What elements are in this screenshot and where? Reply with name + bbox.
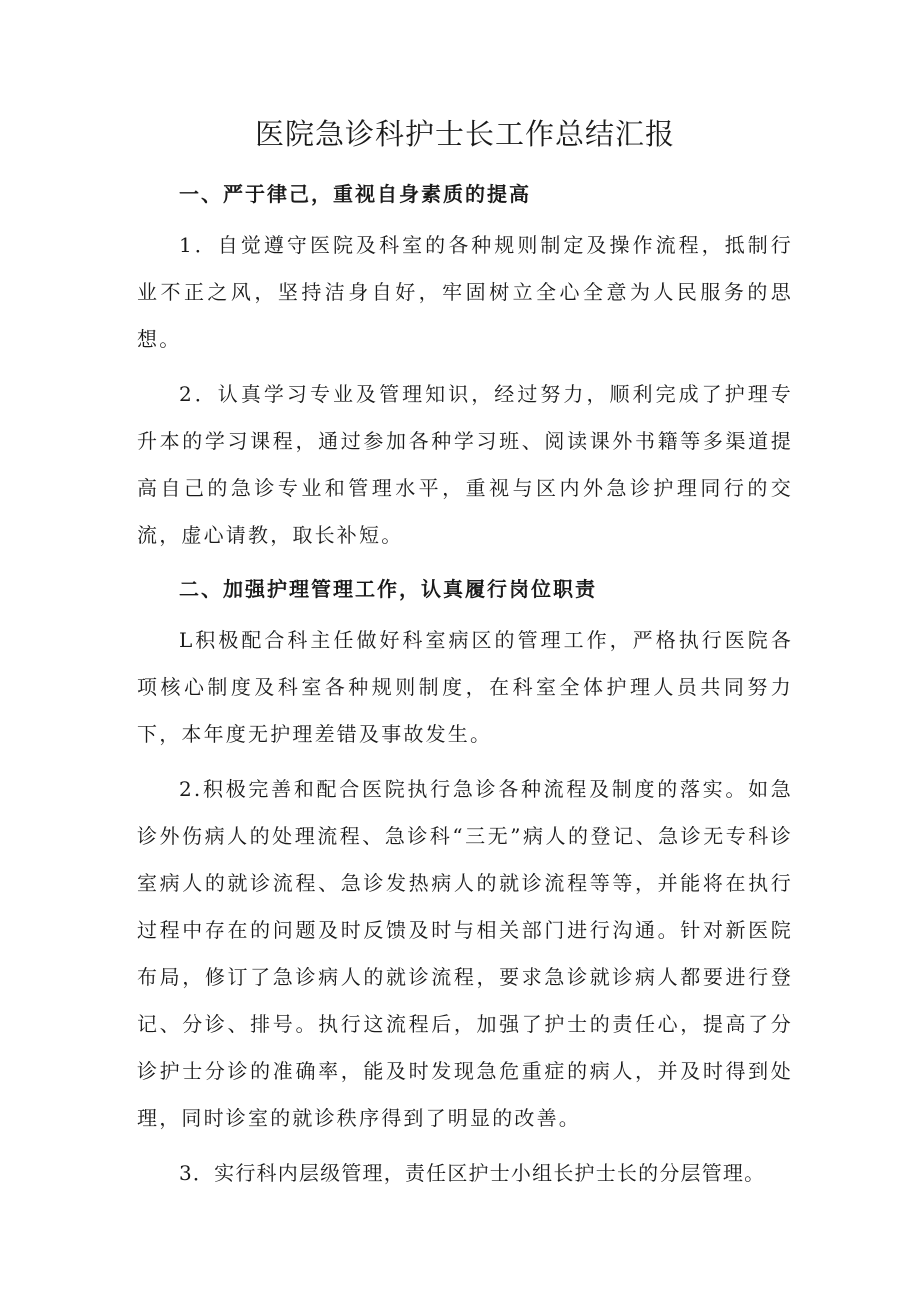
document-page	[137, 110, 793, 1205]
paragraph-1-1: 1．自觉遵守医院及科室的各种规则制定及操作流程，抵制行业不正之风，坚持洁身自好，牢固树立全心全意为人民服务的思想。	[137, 233, 793, 351]
section-heading-1: 一、严于律己，重视自身素质的提高	[179, 182, 531, 206]
paragraph-2-1: L积极配合科主任做好科室病区的管理工作，严格执行医院各项核心制度及科室各种规则制度，在科室全体护理人员共同努力下，本年度无护理差错及事故发生。	[137, 628, 793, 746]
paragraph-2-2: 2.积极完善和配合医院执行急诊各种流程及制度的落实。如急诊外伤病人的处理流程、急诊科“三无”病人的登记、急诊无专科诊室病人的就诊流程、急诊发热病人的就诊流程等等，并能将在执行过程中存在的问题及时反馈及时与相关部门进行沟通。针对新医院布局，修订了急诊病人的就诊流程，要求急诊就诊病人都要进行登记、分诊、排号。执行这流程后，加强了护士的责任心，提高了分诊护士分诊的准确率，能及时发现急危重症的病人，并及时得到处理，同时诊室的就诊秩序得到了明显的改善。	[137, 777, 793, 1130]
document-title: 医院急诊科护士长工作总结汇报	[254, 117, 675, 151]
paragraph-1-2: 2．认真学习专业及管理知识，经过努力，顺利完成了护理专升本的学习课程，通过参加各种学习班、阅读课外书籍等多渠道提高自己的急诊专业和管理水平，重视与区内外急诊护理同行的交流，虚心请教，取长补短。	[137, 382, 793, 547]
paragraph-2-3: 3．实行科内层级管理，责任区护士小组长护士长的分层管理。	[179, 1161, 766, 1185]
section-heading-2: 二、加强护理管理工作，认真履行岗位职责	[179, 577, 597, 601]
